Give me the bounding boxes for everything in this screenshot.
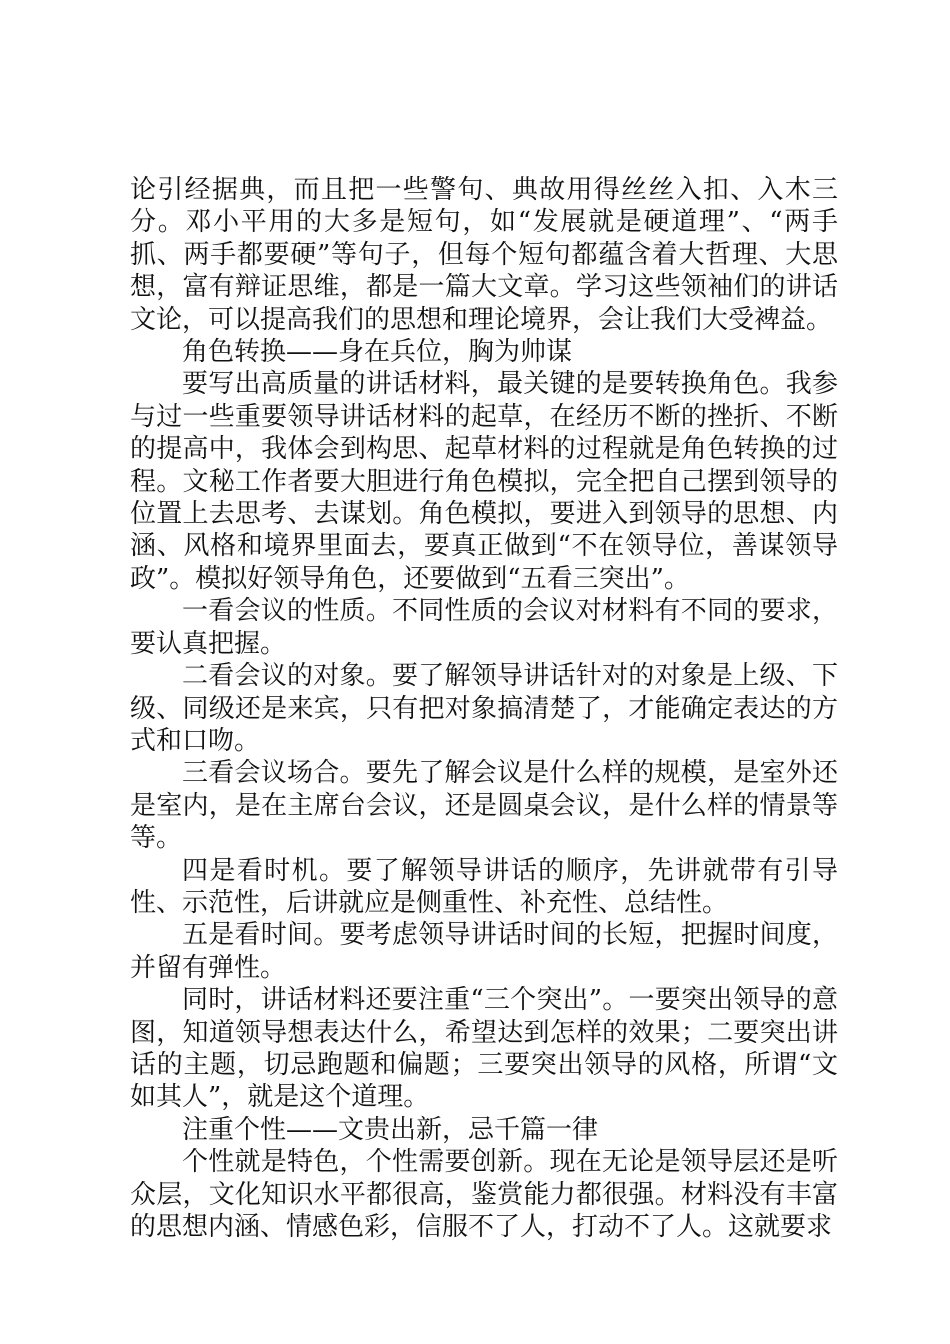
paragraph-continuation: 论引经据典，而且把一些警句、典故用得丝丝入扣、入木三分。邓小平用的大多是短句，如“发展就是硬道理”、“两手抓、两手都要硬”等句子，但每个短句都蕴含着大哲理、大思想，富有辩证思维，都是一篇大文章。学习这些领袖们的讲话文论，可以提高我们的思想和理论境界，会让我们大受裨益。 bbox=[130, 175, 838, 335]
paragraph-look-timing: 四是看时机。要了解领导讲话的顺序，先讲就带有引导性、示范性，后讲就应是侧重性、补充性、总结性。 bbox=[130, 855, 838, 918]
paragraph-three-highlights: 同时，讲话材料还要注重“三个突出”。一要突出领导的意图，知道领导想表达什么，希望达到怎样的效果；二要突出讲话的主题，切忌跑题和偏题；三要突出领导的风格，所谓“文如其人”，就是这个道理。 bbox=[130, 985, 838, 1113]
paragraph-look-duration: 五是看时间。要考虑领导讲话时间的长短，把握时间度，并留有弹性。 bbox=[130, 920, 838, 983]
paragraph-look-venue: 三看会议场合。要先了解会议是什么样的规模，是室外还是室内，是在主席台会议，还是圆桌会议，是什么样的情景等等。 bbox=[130, 758, 838, 854]
document-page bbox=[130, 174, 838, 1243]
paragraph-individuality: 个性就是特色，个性需要创新。现在无论是领导层还是听众层，文化知识水平都很高，鉴赏能力都很强。材料没有丰富的思想内涵、情感色彩，信服不了人，打动不了人。这就要求 bbox=[130, 1147, 838, 1242]
paragraph-look-nature: 一看会议的性质。不同性质的会议对材料有不同的要求，要认真把握。 bbox=[130, 596, 838, 659]
section-heading-role-switch: 角色转换——身在兵位，胸为帅谋 bbox=[182, 337, 573, 368]
paragraph-role-switch: 要写出高质量的讲话材料，最关键的是要转换角色。我参与过一些重要领导讲话材料的起草，在经历不断的挫折、不断的提高中，我体会到构思、起草材料的过程就是角色转换的过程。文秘工作者要大胆进行角色模拟，完全把自己摆到领导的位置上去思考、去谋划。角色模拟，要进入到领导的思想、内涵、风格和境界里面去，要真正做到“不在领导位，善谋领导政”。模拟好领导角色，还要做到“五看三突出”。 bbox=[130, 369, 838, 594]
paragraph-look-audience: 二看会议的对象。要了解领导讲话针对的对象是上级、下级、同级还是来宾，只有把对象搞清楚了，才能确定表达的方式和口吻。 bbox=[130, 661, 838, 756]
section-heading-individuality: 注重个性——文贵出新，忌千篇一律 bbox=[182, 1114, 599, 1145]
